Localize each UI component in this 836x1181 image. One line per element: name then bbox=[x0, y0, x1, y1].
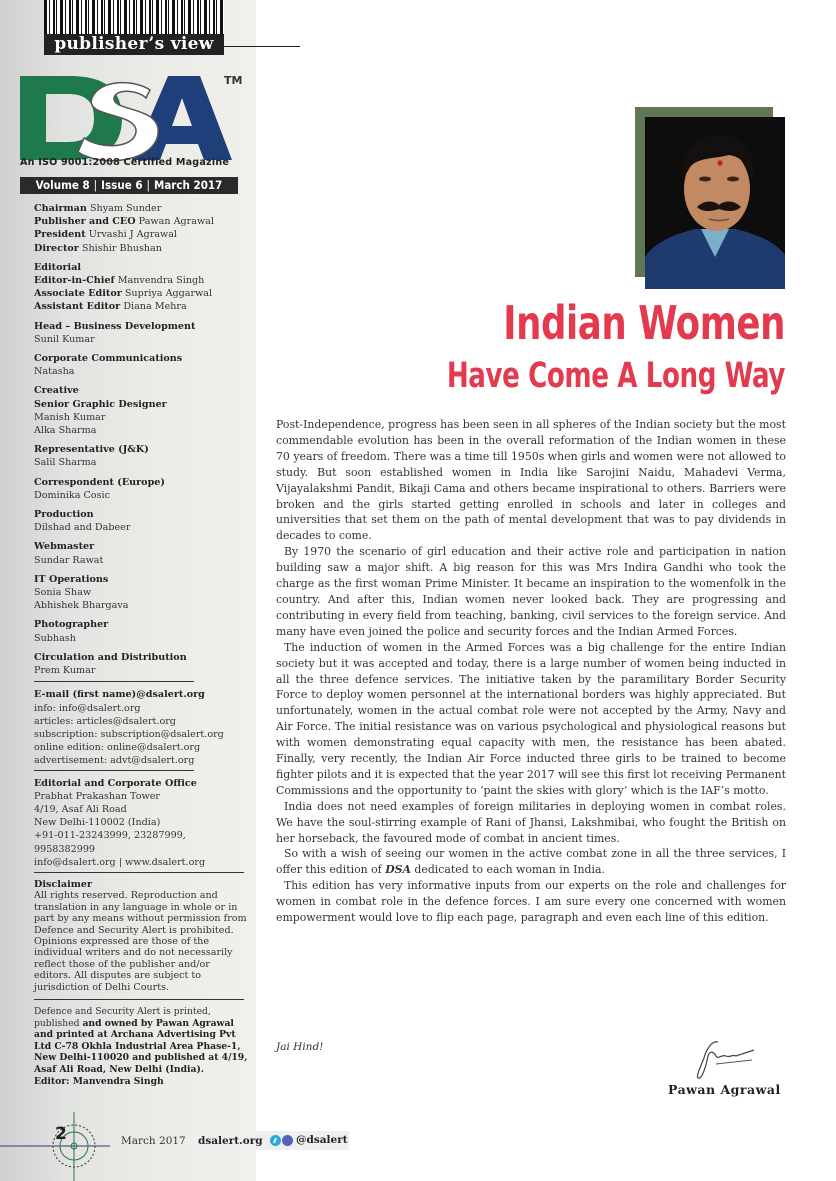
divider bbox=[34, 681, 194, 682]
group-heading: Editorial and Corporate Office bbox=[34, 777, 197, 789]
page-number: 2 bbox=[55, 1124, 67, 1144]
credit-role: Senior Graphic Designer bbox=[34, 398, 167, 410]
representative-group bbox=[34, 443, 248, 469]
credit-name: Sonia Shaw bbox=[34, 587, 92, 599]
masthead-credits bbox=[34, 202, 248, 1087]
barcode-graphic bbox=[44, 0, 224, 36]
address-line: 9958382999 bbox=[34, 843, 96, 855]
disclaimer-text: All rights reserved. Reproduction and translation in any language in whole or in part by any means without permission from Defence and Security Alert is prohibited. Opinions expressed are those of the individual writers and do not necessarily reflect those of the publisher and/or editors. All disputes are subject to jurisdiction of Delhi Courts. bbox=[34, 890, 247, 993]
credit-name: Urvashi J Agrawal bbox=[88, 229, 178, 241]
printer-editor: Editor: Manvendra Singh bbox=[34, 1075, 164, 1087]
divider bbox=[34, 999, 244, 1000]
group-heading: E-mail (first name)@dsalert.org bbox=[34, 689, 205, 701]
leadership-group bbox=[34, 202, 248, 255]
article-paragraph bbox=[276, 846, 786, 878]
address-line: info@dsalert.org | www.dsalert.org bbox=[34, 856, 206, 868]
credit-role: Director bbox=[34, 242, 79, 254]
author-name: Pawan Agrawal bbox=[668, 1082, 781, 1097]
group-heading: Representative (J&K) bbox=[34, 444, 149, 456]
footer-social bbox=[270, 1134, 348, 1146]
article-paragraph: India does not need examples of foreign militaries in deploying women in combat roles. We have the soul-stirring example of Rani of Jhansi, Lakshmibai, who fought the British on her horseback, the favoured mode of combat in ancient times. bbox=[276, 799, 786, 845]
credit-name: Natasha bbox=[34, 366, 75, 378]
credit-line bbox=[34, 215, 248, 228]
credit-name: Manvendra Singh bbox=[117, 275, 205, 287]
credit-role: Publisher and CEO bbox=[34, 216, 136, 228]
address-line: Prabhat Prakashan Tower bbox=[34, 790, 160, 802]
address-line: New Delhi-110002 (India) bbox=[34, 817, 161, 829]
creative-group bbox=[34, 384, 248, 437]
credit-role: Assistant Editor bbox=[34, 301, 121, 313]
credit-name: Salil Sharma bbox=[34, 457, 97, 469]
group-heading: Correspondent (Europe) bbox=[34, 476, 165, 488]
office-group bbox=[34, 777, 248, 869]
contact-line: articles: articles@dsalert.org bbox=[34, 715, 176, 727]
credit-name: Dilshad and Dabeer bbox=[34, 522, 131, 534]
credit-name: Abhishek Bhargava bbox=[34, 600, 129, 612]
paragraph-text: dedicated to each woman in India. bbox=[410, 863, 605, 877]
article-title-line1: Indian Women bbox=[503, 296, 785, 350]
group-heading: Editorial bbox=[34, 261, 82, 273]
article-paragraph: Post-Independence, progress has been seen in all spheres of the Indian society but the most commendable evolution has been in the overall reformation of the Indian women in these 70 years of freedom. There was a time till 1950s when girls and women were not allowed to study. But soon established women in India like Sarojini Naidu, Mahadevi Verma, Vijayalakshmi Pandit, Bikaji Cama and others became inspirational to others. Barriers were broken and the girls started getting enrolled in schools and later in colleges and universities that set them on the path of mental development that was to pay dividends in decades to come. bbox=[276, 418, 786, 543]
group-heading: Head – Business Development bbox=[34, 320, 196, 332]
article-body bbox=[276, 417, 786, 926]
article-title-line2: Have Come A Long Way bbox=[446, 356, 785, 396]
credit-line bbox=[34, 274, 248, 287]
credit-name: Sundar Rawat bbox=[34, 554, 104, 566]
group-heading: Production bbox=[34, 509, 94, 521]
credit-name: Subhash bbox=[34, 632, 76, 644]
issue-volume: Volume 8 bbox=[35, 178, 90, 192]
credit-line bbox=[34, 287, 248, 300]
credit-line bbox=[34, 300, 248, 313]
address-line: +91-011-23243999, 23287999, bbox=[34, 830, 186, 842]
credit-role: President bbox=[34, 229, 86, 241]
group-heading: Creative bbox=[34, 385, 79, 397]
circulation-group bbox=[34, 651, 248, 677]
section-label: publisher’s view bbox=[44, 34, 224, 55]
contact-line: subscription: subscription@dsalert.org bbox=[34, 728, 224, 740]
crosshair-icon bbox=[0, 1112, 112, 1181]
facebook-icon[interactable] bbox=[282, 1135, 293, 1146]
divider bbox=[224, 46, 300, 47]
credit-role: Chairman bbox=[34, 203, 87, 214]
group-heading: Webmaster bbox=[34, 541, 95, 553]
contact-line: info: info@dsalert.org bbox=[34, 702, 141, 714]
logo-trademark: TM bbox=[224, 74, 243, 87]
twitter-icon[interactable] bbox=[270, 1135, 281, 1146]
credit-role: Editor-in-Chief bbox=[34, 275, 115, 287]
credit-name: Supriya Aggarwal bbox=[124, 288, 213, 300]
paragraph-text: So with a wish of seeing our women in the active combat zone in all the three services, I offer this edition of bbox=[276, 847, 786, 877]
issue-bar bbox=[20, 177, 238, 194]
it-ops-group bbox=[34, 573, 248, 613]
credit-line bbox=[34, 228, 248, 241]
group-heading: Corporate Communications bbox=[34, 353, 183, 365]
credit-name: Pawan Agrawal bbox=[138, 216, 214, 228]
credit-name: Manish Kumar bbox=[34, 411, 106, 423]
article-paragraph: By 1970 the scenario of girl education and their active role and participation in nation building saw a major shift. A big reason for this was Mrs Indira Gandhi who took the charge as the first woman Prime Minister. It became an inspiration to the womenfolk in the country. And after this, Indian women never looked back. They are progressing and contributing in every field from teaching, banking, civil services to the foreign service. And many have even joined the police and security forces and the Indian Armed Forces. bbox=[276, 545, 786, 638]
correspondent-group bbox=[34, 476, 248, 502]
group-heading: Photographer bbox=[34, 619, 109, 631]
issue-date: March 2017 bbox=[154, 178, 223, 192]
credit-name: Prem Kumar bbox=[34, 665, 96, 677]
portrait-illustration bbox=[645, 117, 785, 289]
credit-name: Sunil Kumar bbox=[34, 333, 95, 345]
credit-line bbox=[34, 242, 248, 255]
group-heading: IT Operations bbox=[34, 573, 109, 585]
printer-line bbox=[34, 1006, 248, 1087]
footer-date: March 2017 bbox=[121, 1135, 186, 1147]
editorial-group bbox=[34, 261, 248, 314]
signoff: Jai Hind! bbox=[276, 1041, 324, 1053]
credit-name: Alka Sharma bbox=[34, 425, 97, 437]
credit-name: Diana Mehra bbox=[123, 301, 187, 313]
separator: | bbox=[146, 178, 151, 192]
group-heading: Circulation and Distribution bbox=[34, 651, 187, 663]
credit-role: Associate Editor bbox=[34, 288, 122, 300]
production-group bbox=[34, 508, 248, 534]
dsa-logo bbox=[18, 72, 248, 162]
logo-tagline: An ISO 9001:2008 Certified Magazine bbox=[20, 157, 230, 168]
credit-name: Shyam Sunder bbox=[89, 203, 162, 214]
photographer-group bbox=[34, 618, 248, 644]
disclaimer-group bbox=[34, 879, 248, 993]
printer-text: Defence and Security Alert is printed, published bbox=[34, 1006, 211, 1029]
contact-line: online edition: online@dsalert.org bbox=[34, 742, 201, 754]
article-paragraph: This edition has very informative inputs from our experts on the role and challenges for women in combat role in the defence forces. I am sure every one concerned with women empowerment would love to flip each page, paragraph and even each line of this edition. bbox=[276, 879, 786, 925]
credit-line bbox=[34, 202, 248, 215]
printer-text-bold: and owned by Pawan Agrawal and printed at Archana Advertising Pvt Ltd C-78 Okhla Industrial Area Phase-1, New Delhi-110020 and published at 4/19, Asaf Ali Road, New Delhi (India). bbox=[34, 1017, 248, 1075]
contact-line: advertisement: advt@dsalert.org bbox=[34, 755, 195, 767]
credit-name: Dominika Cosic bbox=[34, 489, 110, 501]
credit-name: Shishir Bhushan bbox=[81, 242, 162, 254]
divider bbox=[34, 872, 244, 873]
business-group bbox=[34, 320, 248, 346]
contacts-group bbox=[34, 688, 248, 767]
webmaster-group bbox=[34, 540, 248, 566]
publication-name: DSA bbox=[385, 863, 411, 877]
footer-handle[interactable]: @dsalert bbox=[296, 1134, 348, 1146]
address-line: 4/19, Asaf Ali Road bbox=[34, 803, 127, 815]
separator: | bbox=[93, 178, 98, 192]
corp-comm-group bbox=[34, 352, 248, 378]
divider bbox=[34, 770, 194, 771]
issue-number: Issue 6 bbox=[101, 178, 143, 192]
signature-graphic bbox=[660, 1036, 760, 1084]
group-heading: Disclaimer bbox=[34, 878, 93, 890]
footer-site[interactable]: dsalert.org bbox=[198, 1135, 263, 1147]
author-portrait bbox=[645, 117, 785, 289]
article-paragraph: The induction of women in the Armed Forces was a big challenge for the entire Indian society but it was accepted and today, there is a large number of women being inducted in all the three defence services. The initiative taken by the paramilitary Border Security Force to deploy women personnel at the international borders was highly appreciated. But unfortunately, women in the actual combat role were not accepted by the Army, Navy and Air Force. The initial resistance was on various psychological and physiological reasons but with women demonstrating equal capacity with men, the resistance has been abated. Finally, very recently, the Indian Air Force inducted three girls to be trained to become fighter pilots and it is expected that the year 2017 will see this first lot receiving Permanent Commissions and the opportunity to ‘paint the skies with glory’ which is the IAF’s motto. bbox=[276, 640, 786, 797]
